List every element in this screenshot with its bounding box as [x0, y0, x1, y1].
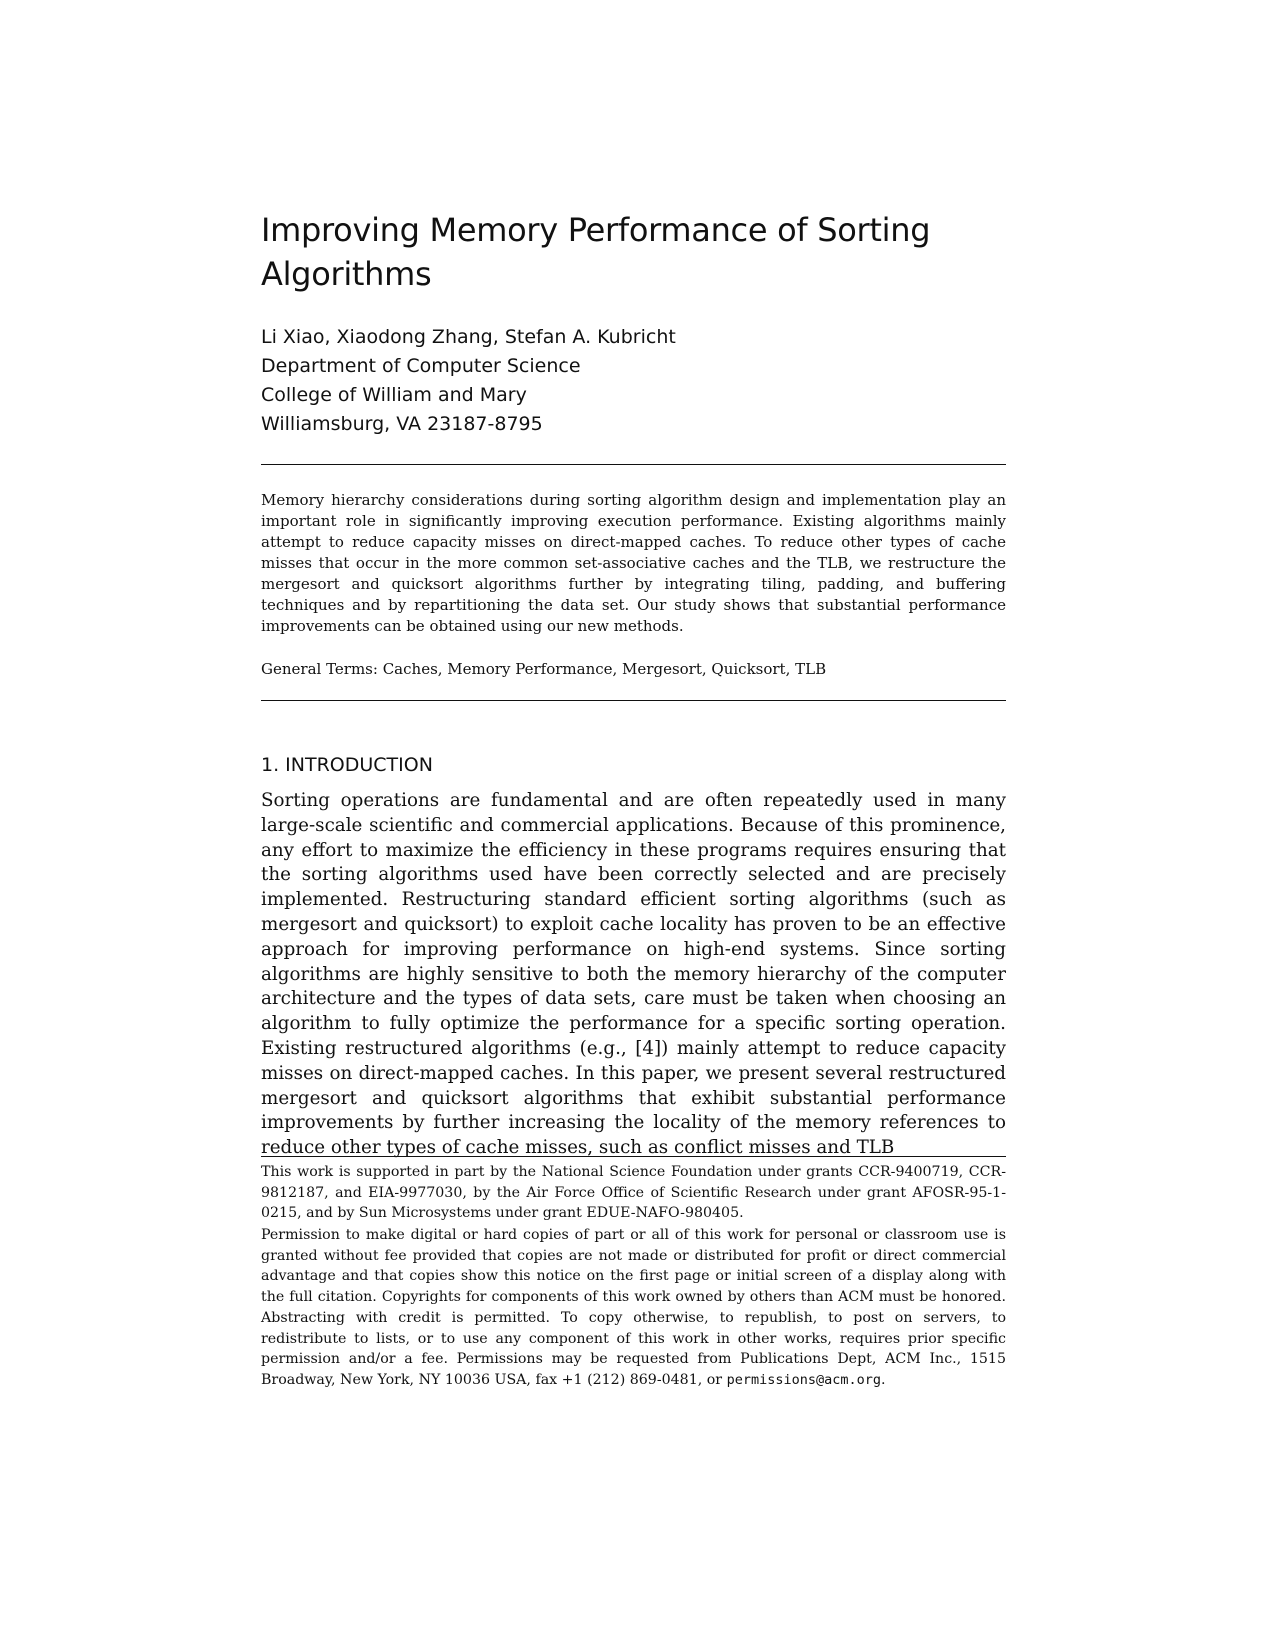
abstract-bottom-rule — [261, 700, 1006, 701]
abstract-text: Memory hierarchy considerations during sorting algorithm design and implementation play an important role in significantly improving execution performance. Existing algorithms mainly attempt to reduce capacity misses on direct-mapped caches. To reduce other types of cache misses that occur in the more common set-associative caches and the TLB, we restructure the mergesort and quicksort algorithms further by integrating tiling, padding, and buffering techniques and by repartitioning the data set. Our study shows that substantial performance improvements can be obtained using our new methods. — [261, 491, 1006, 635]
permissions-email: permissions@acm.org — [726, 1371, 882, 1388]
author-institution: College of William and Mary — [261, 384, 527, 406]
general-terms: General Terms: Caches, Memory Performance, Mergesort, Quicksort, TLB — [261, 660, 827, 678]
paper-title: Improving Memory Performance of Sorting Algorithms — [261, 211, 931, 293]
permission-text: Permission to make digital or hard copies of part or all of this work for personal or classroom use is granted without fee provided that copies are not made or distributed for profit or direct commercial advantage and that copies show this notice on the first page or initial screen of a display along with the full citation. Copyrights for components of this work owned by others than ACM must be honored. Abstracting with credit is permitted. To copy otherwise, to republish, to post on servers, to redistribute to lists, or to use any component of this work in other works, requires prior specific permission and/or a fee. Permissions may be requested from Publications Dept, ACM Inc., 1515 Broadway, New York, NY 10036 USA, fax +1 (212) 869-0481, or — [261, 1227, 1006, 1388]
abstract-top-rule — [261, 464, 1006, 465]
funding-footnote: This work is supported in part by the National Science Foundation under grants CCR-9400719, CCR-9812187, and EIA-9977030, by the Air Force Office of Scientific Research under grant AFOSR-95-1-0215, and by Sun Microsystems under grant EDUE-NAFO-980405. — [261, 1164, 1006, 1222]
author-names: Li Xiao, Xiaodong Zhang, Stefan A. Kubricht — [261, 326, 676, 348]
author-department: Department of Computer Science — [261, 355, 581, 377]
author-location: Williamsburg, VA 23187-8795 — [261, 413, 543, 435]
permission-period: . — [881, 1371, 886, 1388]
section-heading: 1. INTRODUCTION — [261, 754, 433, 776]
footnote-rule — [261, 1156, 1006, 1157]
author-block — [261, 323, 676, 439]
permission-footnote — [261, 1225, 1006, 1391]
introduction-body: Sorting operations are fundamental and are often repeatedly used in many large-scale scientific and commercial applications. Because of this prominence, any effort to maximize the efficiency in these programs requires ensuring that the sorting algorithms used have been correctly selected and are precisely implemented. Restructuring standard efficient sorting algorithms (such as mergesort and quicksort) to exploit cache locality has proven to be an effective approach for improving performance on high-end systems. Since sorting algorithms are highly sensitive to both the memory hierarchy of the computer architecture and the types of data sets, care must be taken when choosing an algorithm to fully optimize the performance for a specific sorting operation. Existing restructured algorithms (e.g., [4]) mainly attempt to reduce capacity misses on direct-mapped caches. In this paper, we present several restructured mergesort and quicksort algorithms that exhibit substantial performance improvements by further increasing the locality of the memory references to reduce other types of cache misses, such as conflict misses and TLB — [261, 790, 1006, 1159]
